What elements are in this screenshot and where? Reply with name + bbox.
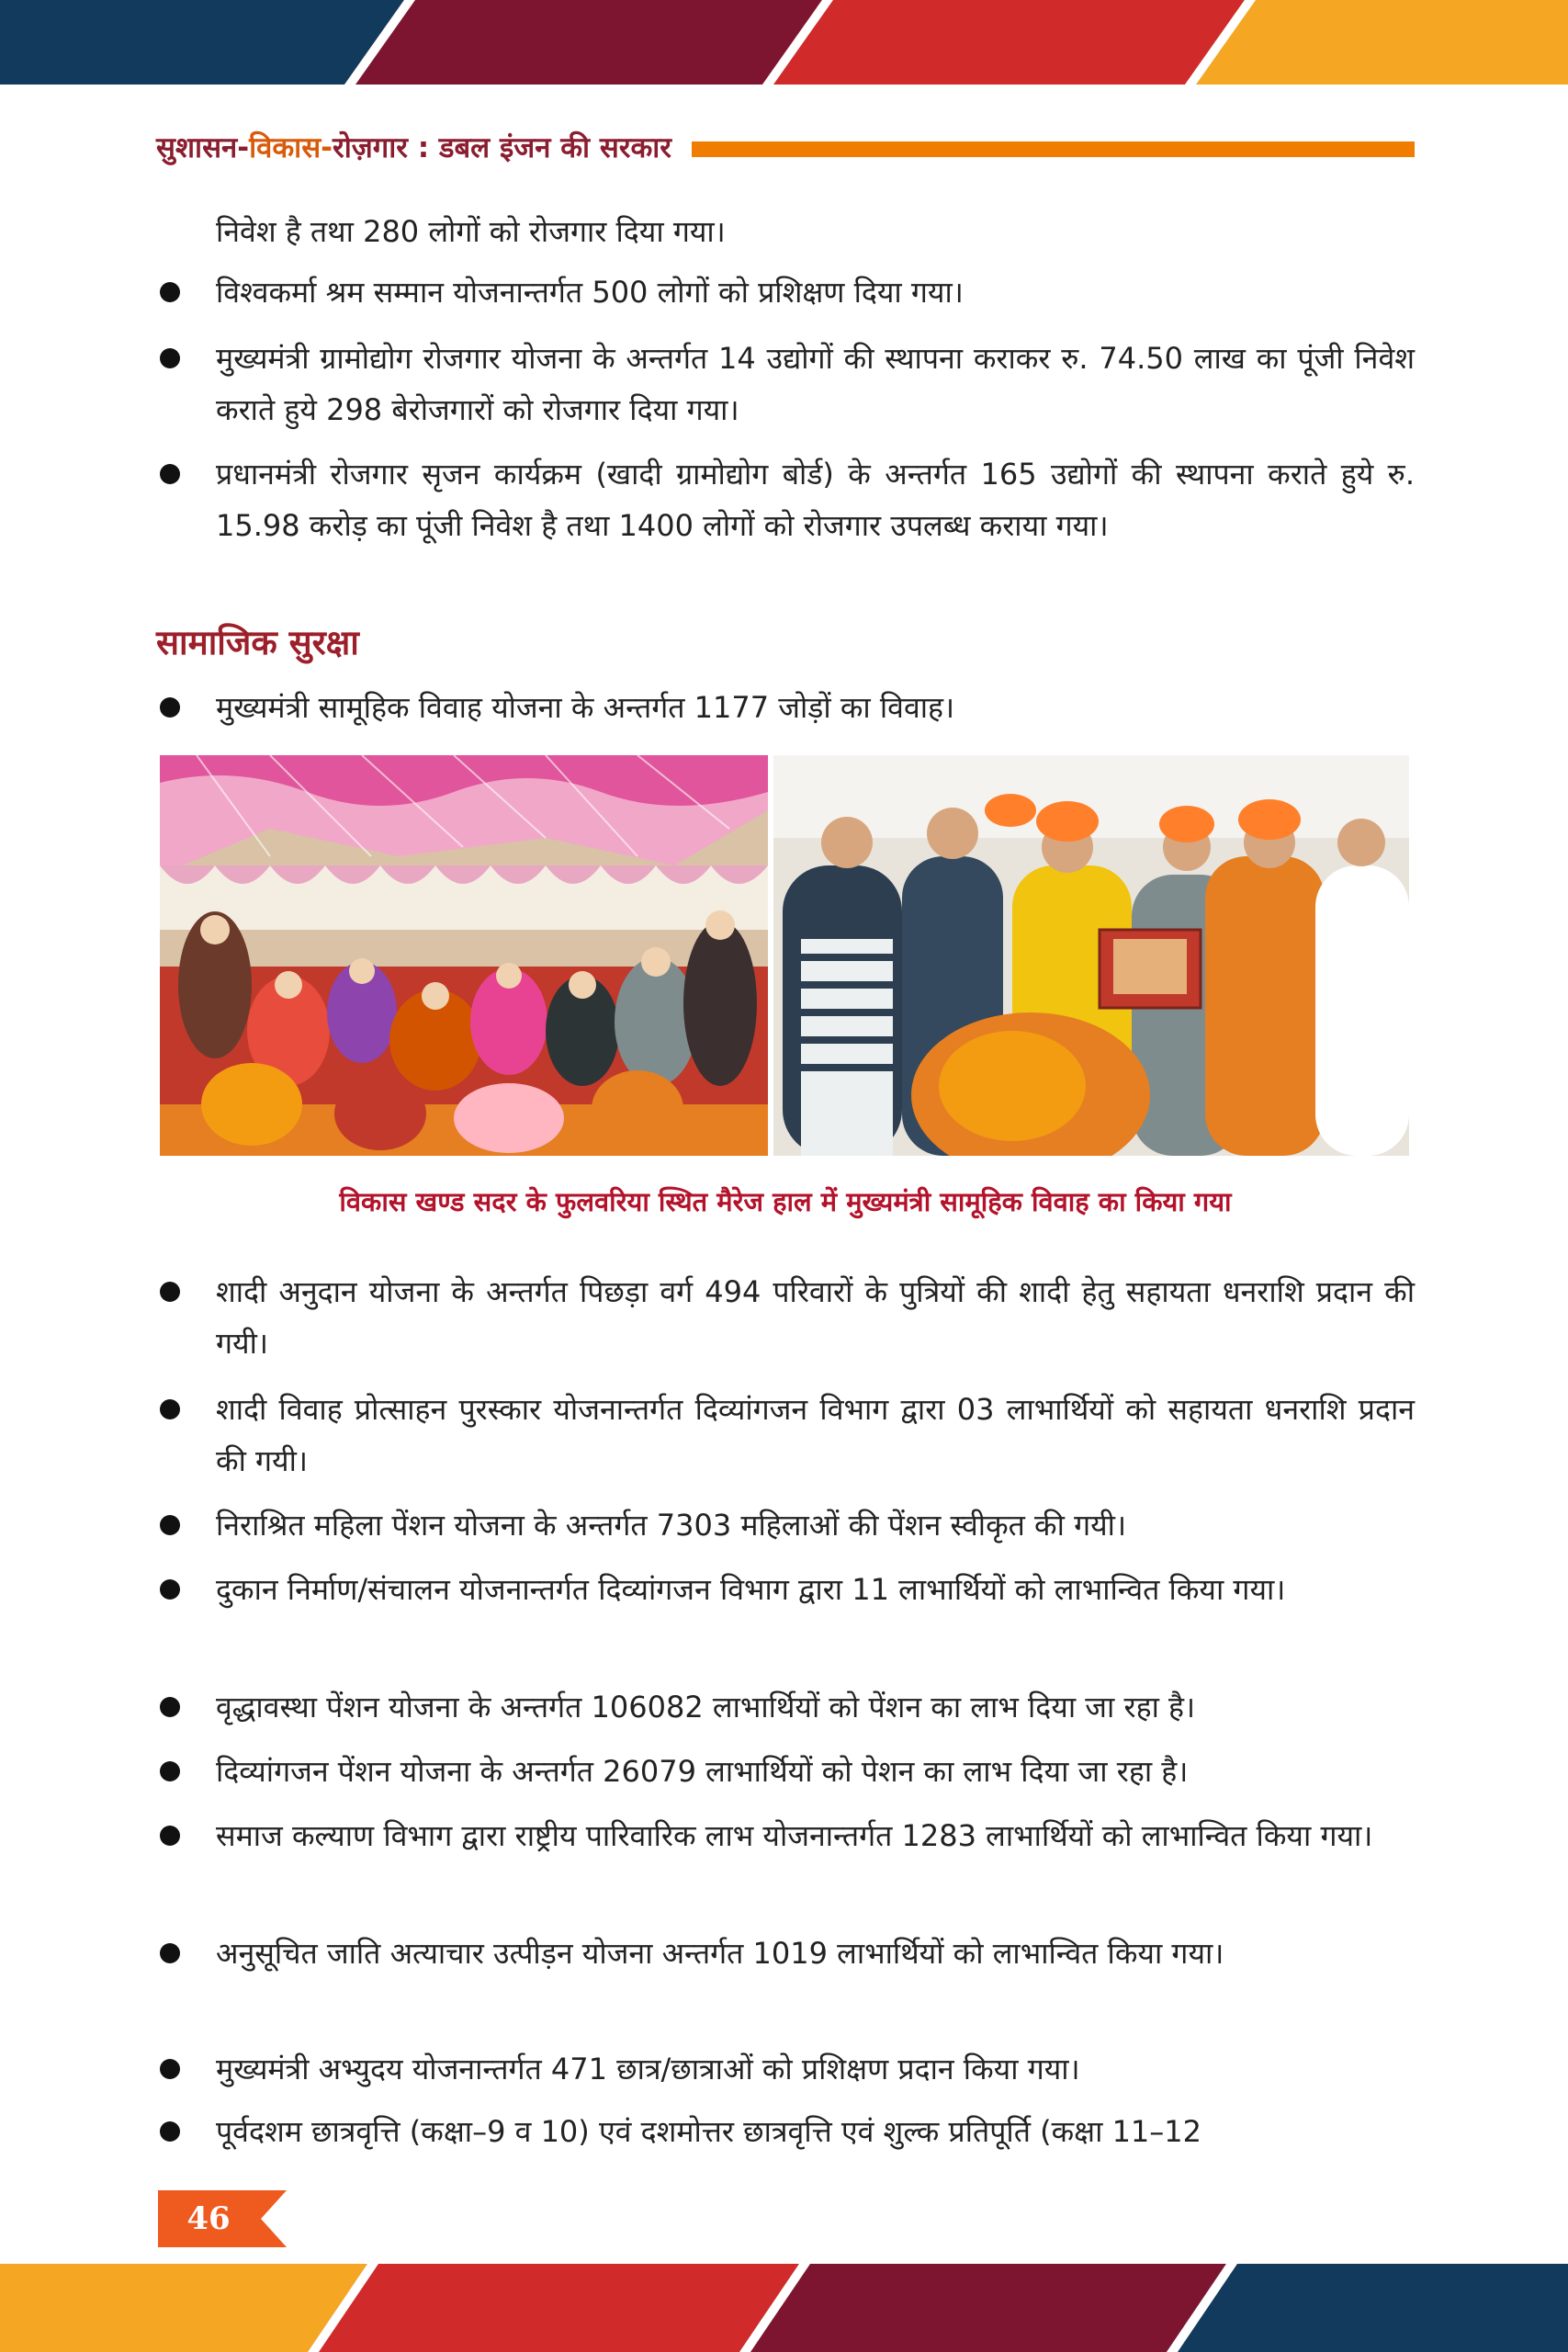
bullet-dot	[160, 1761, 180, 1781]
list-item-text: दुकान निर्माण/संचालन योजनान्तर्गत दिव्यांगजन विभाग द्वारा 11 लाभार्थियों को लाभान्वित किया गया।	[216, 1572, 1286, 1607]
list-item	[156, 2043, 1415, 2095]
bullet-dot	[160, 1697, 180, 1717]
bullet-dot	[160, 2059, 180, 2079]
list-item	[156, 1266, 1415, 1369]
header-rule	[692, 141, 1415, 157]
bullet-dot	[160, 1826, 180, 1846]
bullet-dot	[160, 1943, 180, 1963]
list-item	[156, 266, 1415, 318]
list-item-text: प्रधानमंत्री रोजगार सृजन कार्यक्रम (खादी ग्रामोद्योग बोर्ड) के अन्तर्गत 165 उद्योगों की स्थापना कराते हुये रु. 15.98 करोड़ का पूंजी निवेश है तथा 1400 लोगों को रोजगार उपलब्ध कराया गया।	[216, 457, 1415, 543]
bullet-dot	[160, 282, 180, 302]
list-item	[156, 682, 1415, 733]
photo-caption: विकास खण्ड सदर के फुलवरिया स्थित मैरेज हाल में मुख्यमंत्री सामूहिक विवाह का किया गया	[339, 1186, 1232, 1217]
photo-mass-wedding-tent	[160, 755, 768, 1156]
top-color-band	[0, 0, 1568, 85]
list-item	[156, 1384, 1415, 1487]
list-item-text: दिव्यांगजन पेंशन योजना के अन्तर्गत 26079 लाभार्थियों को पेशन का लाभ दिया जा रहा है।	[216, 1754, 1189, 1789]
list-item	[156, 333, 1415, 435]
list-item-text: समाज कल्याण विभाग द्वारा राष्ट्रीय पारिवारिक लाभ योजनान्तर्गत 1283 लाभार्थियों को लाभान्वित किया गया।	[216, 1818, 1373, 1853]
bullet-dot	[160, 1399, 180, 1419]
list-item-text: अनुसूचित जाति अत्याचार उत्पीड़न योजना अन्तर्गत 1019 लाभार्थियों को लाभान्वित किया गया।	[216, 1936, 1224, 1971]
list-item-text: मुख्यमंत्री अभ्युदय योजनान्तर्गत 471 छात्र/छात्राओं को प्रशिक्षण प्रदान किया गया।	[216, 2052, 1080, 2086]
photo-gift-distribution	[773, 755, 1409, 1156]
header-title	[156, 128, 671, 166]
header-title-part2: विकास-	[249, 131, 333, 164]
header-title-part4: : डबल इंजन की सरकार	[407, 131, 671, 164]
list-item-text: मुख्यमंत्री ग्रामोद्योग रोजगार योजना के अन्तर्गत 14 उद्योगों की स्थापना कराकर रु. 74.50 लाख का पूंजी निवेश कराते हुये 298 बेरोजगारों को रोजगार दिया गया।	[216, 341, 1415, 427]
bullet-dot	[160, 1579, 180, 1600]
intro-continuation: निवेश है तथा 280 लोगों को रोजगार दिया गया।	[216, 214, 726, 249]
photo-strip	[160, 755, 1409, 1156]
page-header	[156, 127, 1415, 167]
list-item	[156, 1928, 1415, 1979]
bullet-dot	[160, 697, 180, 718]
list-item-text: मुख्यमंत्री सामूहिक विवाह योजना के अन्तर्गत 1177 जोड़ों का विवाह।	[216, 690, 955, 725]
list-item	[156, 1810, 1415, 1861]
list-item	[156, 1564, 1415, 1615]
list-item	[156, 1499, 1415, 1551]
list-item-text: निराश्रित महिला पेंशन योजना के अन्तर्गत 7303 महिलाओं की पेंशन स्वीकृत की गयी।	[216, 1508, 1127, 1543]
section-heading: सामाजिक सुरक्षा	[156, 623, 359, 662]
bullet-dot	[160, 464, 180, 484]
header-title-part1: सुशासन-	[156, 131, 250, 164]
header-title-part3: रोज़गार	[333, 131, 408, 164]
list-item	[156, 1746, 1415, 1797]
list-item-text: विश्वकर्मा श्रम सम्मान योजनान्तर्गत 500 लोगों को प्रशिक्षण दिया गया।	[216, 275, 964, 310]
page-number-tab	[158, 2190, 287, 2247]
list-item	[156, 448, 1415, 551]
list-item-text: वृद्धावस्था पेंशन योजना के अन्तर्गत 106082 लाभार्थियों को पेंशन का लाभ दिया जा रहा है।	[216, 1690, 1196, 1724]
list-item	[156, 2106, 1415, 2157]
bottom-color-band	[0, 2264, 1568, 2352]
list-item-text: शादी विवाह प्रोत्साहन पुरस्कार योजनान्तर्गत दिव्यांगजन विभाग द्वारा 03 लाभार्थियों को सहायता धनराशि प्रदान की गयी।	[216, 1392, 1415, 1478]
bullet-dot	[160, 2121, 180, 2142]
bullet-dot	[160, 348, 180, 368]
list-item	[156, 1681, 1415, 1733]
list-item-text: पूर्वदशम छात्रवृत्ति (कक्षा–9 व 10) एवं दशमोत्तर छात्रवृत्ति एवं शुल्क प्रतिपूर्ति (कक्षा 11–12	[216, 2114, 1202, 2149]
page-number: 46	[186, 2200, 231, 2237]
bullet-dot	[160, 1282, 180, 1302]
list-item-text: शादी अनुदान योजना के अन्तर्गत पिछड़ा वर्ग 494 परिवारों के पुत्रियों की शादी हेतु सहायता धनराशि प्रदान की गयी।	[216, 1274, 1415, 1361]
bullet-dot	[160, 1515, 180, 1535]
